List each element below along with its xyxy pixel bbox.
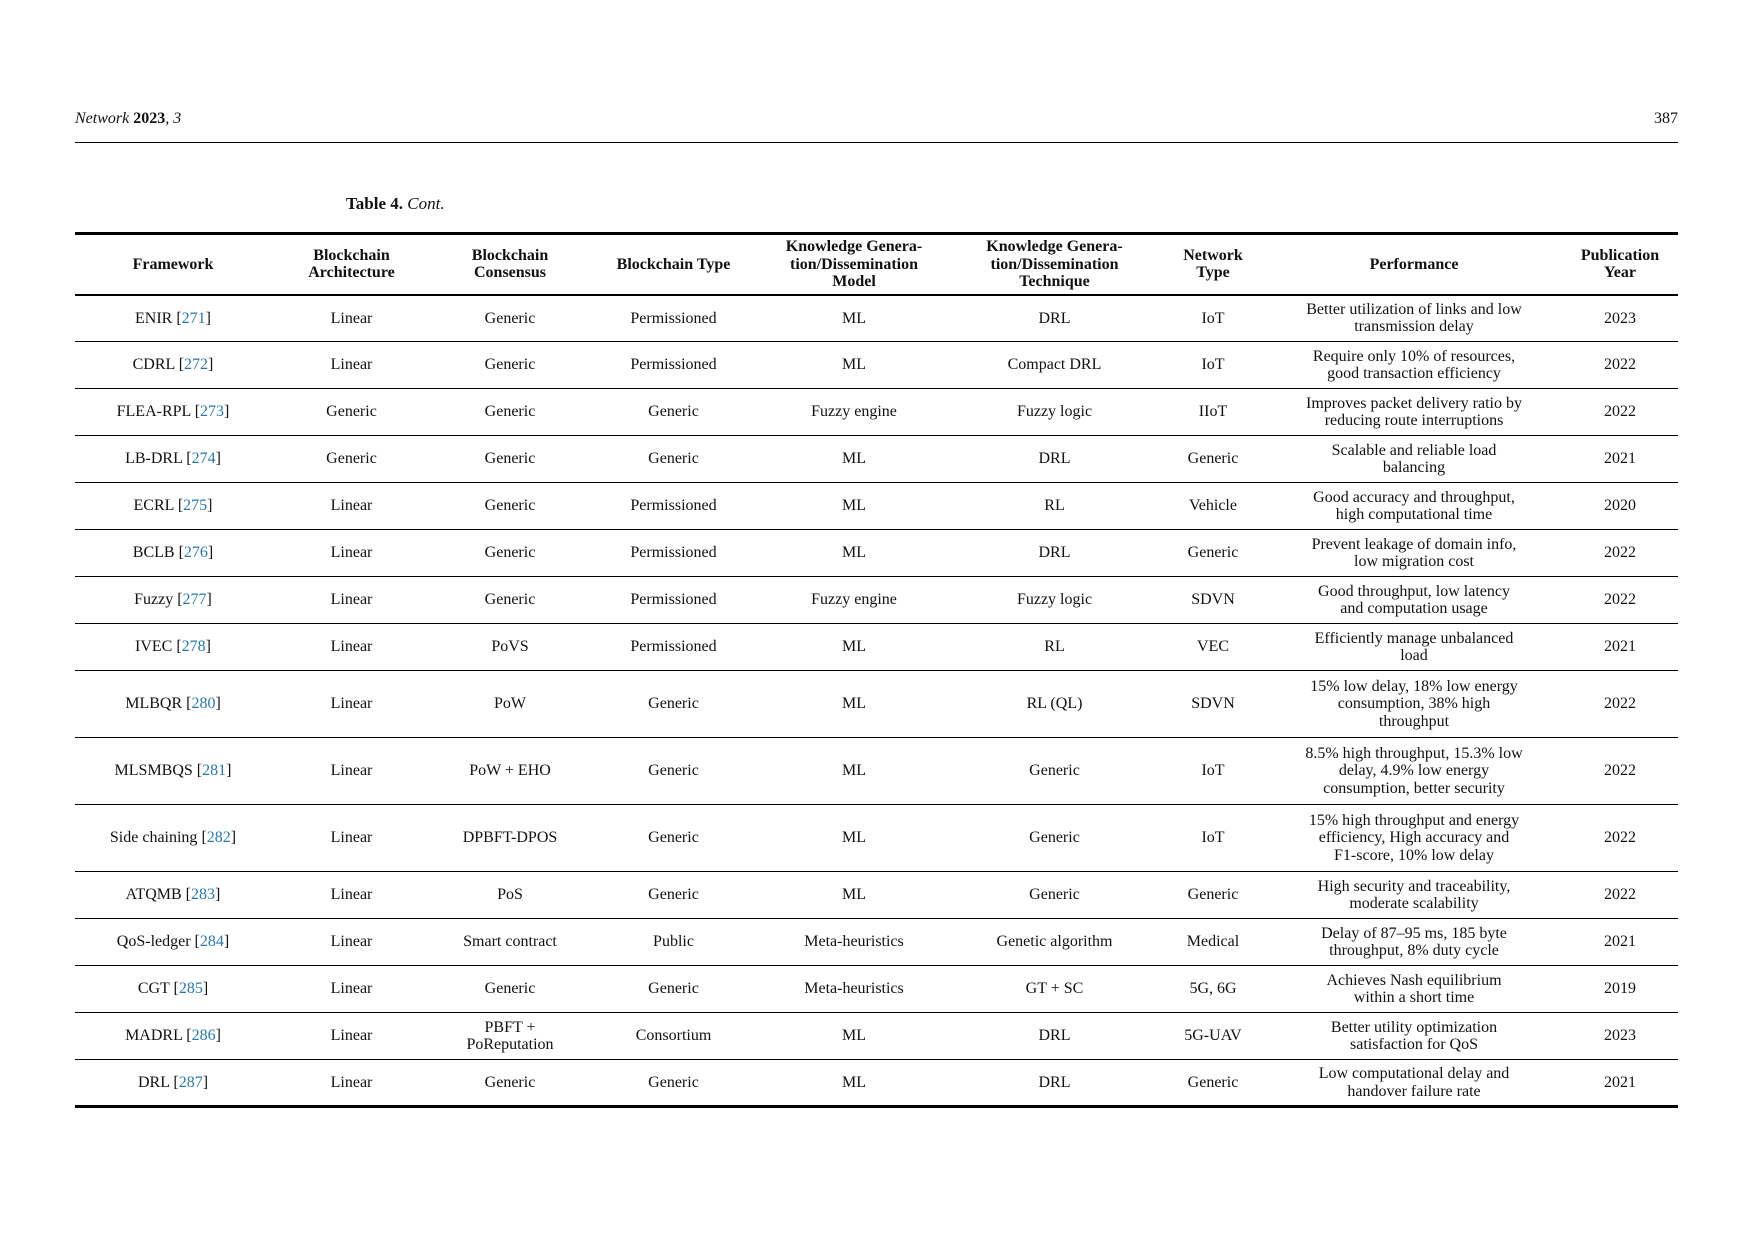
technique-cell: GT + SC: [1025, 980, 1084, 998]
network-cell: VEC: [1197, 638, 1229, 656]
architecture-cell: Linear: [330, 886, 373, 904]
year-cell: 2021: [1604, 450, 1636, 468]
network-cell: SDVN: [1191, 695, 1235, 713]
table-row: [75, 624, 1678, 671]
technique-cell: Compact DRL: [1007, 356, 1102, 374]
consensus-cell: DPBFT-DPOS: [462, 829, 558, 847]
type-cell: Public: [653, 933, 694, 951]
type-cell: Generic: [648, 450, 699, 468]
architecture-cell: Linear: [330, 544, 373, 562]
framework-name: Side chaining: [109, 829, 198, 847]
year-cell: 2020: [1604, 497, 1636, 515]
model-cell: ML: [842, 695, 866, 713]
year-cell: 2022: [1604, 695, 1636, 713]
performance-cell: Improves packet delivery ratio by reducing route interruptions: [1306, 394, 1522, 429]
column-header: Performance: [1369, 255, 1459, 273]
architecture-cell: Generic: [326, 403, 377, 421]
consensus-cell: Smart contract: [463, 933, 557, 951]
reference-link[interactable]: 275: [183, 497, 208, 515]
consensus-cell: PoS: [497, 886, 523, 904]
technique-cell: DRL: [1038, 1027, 1071, 1045]
column-header: Knowledge Genera- tion/Dissemination Model: [785, 238, 923, 290]
type-cell: Generic: [648, 1073, 699, 1091]
technique-cell: DRL: [1038, 450, 1071, 468]
year-cell: 2022: [1604, 591, 1636, 609]
table-row: [75, 805, 1678, 872]
technique-cell: Genetic algorithm: [996, 933, 1113, 951]
type-cell: Permissioned: [630, 638, 717, 656]
network-cell: IoT: [1201, 309, 1225, 327]
technique-cell: DRL: [1038, 544, 1071, 562]
model-cell: ML: [842, 544, 866, 562]
architecture-cell: Linear: [330, 762, 373, 780]
architecture-cell: Linear: [330, 638, 373, 656]
architecture-cell: Linear: [330, 1027, 373, 1045]
network-cell: 5G, 6G: [1189, 980, 1237, 998]
architecture-cell: Linear: [330, 933, 373, 951]
year-cell: 2019: [1604, 980, 1636, 998]
framework-name: FLEA-RPL: [116, 403, 191, 421]
framework-cell: CDRL [272]: [132, 356, 214, 374]
table-caption: Table 4. Cont.: [346, 194, 445, 213]
model-cell: ML: [842, 450, 866, 468]
reference-link[interactable]: 287: [178, 1073, 203, 1091]
model-cell: Fuzzy engine: [811, 403, 897, 421]
network-cell: Generic: [1187, 886, 1239, 904]
page-number: 387: [1654, 110, 1678, 127]
type-cell: Permissioned: [630, 497, 717, 515]
type-cell: Permissioned: [630, 591, 717, 609]
performance-cell: Scalable and reliable load balancing: [1331, 441, 1497, 476]
table-header-row: [75, 234, 1678, 295]
technique-cell: RL (QL): [1026, 695, 1083, 713]
framework-name: CDRL: [132, 356, 175, 374]
architecture-cell: Linear: [330, 309, 373, 327]
table-row: [75, 295, 1678, 342]
network-cell: Medical: [1186, 933, 1240, 951]
table-row: [75, 342, 1678, 389]
type-cell: Generic: [648, 829, 699, 847]
model-cell: ML: [842, 1073, 866, 1091]
network-cell: IoT: [1201, 762, 1225, 780]
framework-name: BCLB: [132, 544, 175, 562]
consensus-cell: Generic: [484, 980, 536, 998]
performance-cell: Achieves Nash equilibrium within a short time: [1326, 971, 1502, 1006]
type-cell: Permissioned: [630, 309, 717, 327]
architecture-cell: Linear: [330, 695, 373, 713]
network-cell: SDVN: [1191, 591, 1235, 609]
framework-name: QoS-ledger: [116, 933, 191, 951]
reference-link[interactable]: 280: [191, 695, 216, 713]
year-cell: 2022: [1604, 829, 1636, 847]
consensus-cell: PBFT + PoReputation: [466, 1018, 554, 1053]
framework-name: Fuzzy: [134, 591, 174, 609]
technique-cell: Generic: [1029, 829, 1080, 847]
technique-cell: RL: [1044, 638, 1065, 656]
technique-cell: Fuzzy logic: [1016, 591, 1093, 609]
model-cell: ML: [842, 309, 866, 327]
year-cell: 2022: [1604, 762, 1636, 780]
reference-link[interactable]: 277: [182, 591, 207, 609]
consensus-cell: Generic: [484, 591, 536, 609]
performance-cell: Good accuracy and throughput, high computational time: [1313, 488, 1515, 523]
column-header: Network Type: [1183, 246, 1243, 282]
framework-name: ENIR: [135, 309, 173, 327]
consensus-cell: PoVS: [491, 638, 529, 656]
column-header: Knowledge Genera- tion/Dissemination Technique: [986, 238, 1123, 290]
performance-cell: 15% low delay, 18% low energy consumption, 38% high throughput: [1310, 677, 1518, 730]
framework-name: IVEC: [135, 638, 173, 656]
performance-cell: Good throughput, low latency and computation usage: [1318, 582, 1510, 617]
architecture-cell: Linear: [330, 980, 373, 998]
performance-cell: Better utilization of links and low transmission delay: [1306, 300, 1522, 336]
model-cell: ML: [842, 762, 866, 780]
framework-cell: ENIR [271]: [135, 309, 211, 327]
model-cell: Fuzzy engine: [811, 591, 897, 609]
model-cell: ML: [842, 886, 866, 904]
reference-link[interactable]: 283: [191, 886, 215, 904]
table-row: [75, 389, 1678, 436]
table-row: [75, 919, 1678, 966]
consensus-cell: Generic: [484, 497, 536, 515]
technique-cell: DRL: [1038, 309, 1071, 327]
architecture-cell: Linear: [330, 356, 373, 374]
performance-cell: High security and traceability, moderate scalability: [1317, 877, 1511, 912]
model-cell: ML: [842, 497, 866, 515]
model-cell: Meta-heuristics: [804, 933, 904, 951]
column-header: Blockchain Consensus: [471, 246, 549, 282]
framework-cell: QoS-ledger [284]: [116, 933, 230, 951]
performance-cell: Prevent leakage of domain info, low migration cost: [1311, 535, 1517, 570]
consensus-cell: Generic: [484, 450, 536, 468]
network-cell: Generic: [1187, 450, 1239, 468]
consensus-cell: Generic: [484, 1073, 536, 1091]
type-cell: Generic: [648, 886, 699, 904]
reference-link[interactable]: 286: [191, 1027, 216, 1045]
table-row: [75, 872, 1678, 919]
year-cell: 2021: [1604, 1073, 1636, 1091]
performance-cell: 15% high throughput and energy efficiency, High accuracy and F1-score, 10% low delay: [1308, 811, 1520, 864]
year-cell: 2021: [1604, 933, 1636, 951]
type-cell: Consortium: [635, 1027, 712, 1045]
performance-cell: Better utility optimization satisfaction for QoS: [1330, 1018, 1498, 1053]
column-header: Publication Year: [1580, 246, 1660, 282]
architecture-cell: Linear: [330, 1073, 373, 1091]
framework-cell: FLEA-RPL [273]: [116, 403, 230, 421]
framework-cell: CGT [285]: [137, 980, 209, 998]
technique-cell: RL: [1044, 497, 1065, 515]
column-header: Blockchain Type: [616, 255, 731, 273]
architecture-cell: Generic: [326, 450, 377, 468]
framework-cell: ECRL [275]: [133, 497, 213, 515]
reference-link[interactable]: 271: [181, 309, 206, 327]
table-row: [75, 577, 1678, 624]
architecture-cell: Linear: [330, 591, 373, 609]
framework-cell: MLBQR [280]: [125, 695, 221, 713]
reference-link[interactable]: 285: [178, 980, 203, 998]
consensus-cell: Generic: [484, 403, 536, 421]
framework-name: ECRL: [133, 497, 174, 515]
framework-name: MLBQR: [125, 695, 183, 713]
type-cell: Permissioned: [630, 544, 717, 562]
framework-cell: MADRL [286]: [125, 1027, 221, 1045]
year-cell: 2022: [1604, 886, 1636, 904]
model-cell: Meta-heuristics: [804, 980, 904, 998]
reference-link[interactable]: 282: [206, 829, 231, 847]
network-cell: Generic: [1187, 1073, 1239, 1091]
reference-link[interactable]: 274: [191, 450, 216, 468]
framework-name: ATQMB: [125, 886, 182, 904]
framework-cell: IVEC [278]: [135, 638, 211, 656]
technique-cell: DRL: [1038, 1073, 1071, 1091]
model-cell: ML: [842, 1027, 866, 1045]
year-cell: 2021: [1604, 638, 1636, 656]
year-cell: 2022: [1604, 403, 1636, 421]
table-row: [75, 1060, 1678, 1107]
network-cell: Generic: [1187, 544, 1239, 562]
consensus-cell: PoW + EHO: [469, 762, 551, 780]
network-cell: IoT: [1201, 356, 1225, 374]
performance-cell: Delay of 87–95 ms, 185 byte throughput, 8% duty cycle: [1321, 924, 1507, 959]
year-cell: 2022: [1604, 544, 1636, 562]
consensus-cell: PoW: [494, 695, 526, 713]
table-row: [75, 671, 1678, 738]
table-row: [75, 966, 1678, 1013]
type-cell: Generic: [648, 695, 699, 713]
consensus-cell: Generic: [484, 309, 536, 327]
network-cell: 5G-UAV: [1184, 1027, 1242, 1045]
framework-cell: MLSMBQS [281]: [114, 762, 232, 780]
framework-name: DRL: [137, 1073, 170, 1091]
network-cell: Vehicle: [1189, 497, 1237, 515]
network-cell: IoT: [1201, 829, 1225, 847]
network-cell: IIoT: [1198, 403, 1228, 421]
performance-cell: Low computational delay and handover failure rate: [1318, 1065, 1510, 1100]
type-cell: Generic: [648, 403, 699, 421]
consensus-cell: Generic: [484, 356, 536, 374]
year-cell: 2022: [1604, 356, 1636, 374]
table-row: [75, 530, 1678, 577]
reference-link[interactable]: 284: [199, 933, 224, 951]
reference-link[interactable]: 276: [183, 544, 208, 562]
framework-name: LB-DRL: [125, 450, 183, 468]
journal-citation: Network 2023, 3: [75, 110, 182, 127]
model-cell: ML: [842, 829, 866, 847]
framework-name: CGT: [137, 980, 170, 998]
framework-cell: Fuzzy [277]: [134, 591, 212, 609]
model-cell: ML: [842, 356, 866, 374]
running-header: [75, 110, 1678, 143]
year-cell: 2023: [1604, 309, 1636, 327]
framework-cell: Side chaining [282]: [109, 829, 237, 847]
framework-cell: ATQMB [283]: [125, 886, 221, 904]
table-row: [75, 1013, 1678, 1060]
framework-name: MADRL: [125, 1027, 183, 1045]
model-cell: ML: [842, 638, 866, 656]
framework-name: MLSMBQS: [114, 762, 193, 780]
reference-link[interactable]: 272: [184, 356, 209, 374]
comparison-table: [75, 232, 1678, 1108]
reference-link[interactable]: 278: [181, 638, 206, 656]
column-header: Blockchain Architecture: [308, 246, 395, 282]
technique-cell: Generic: [1029, 886, 1080, 904]
performance-cell: Require only 10% of resources, good transaction efficiency: [1312, 347, 1516, 382]
type-cell: Generic: [648, 980, 699, 998]
architecture-cell: Linear: [330, 829, 373, 847]
framework-cell: BCLB [276]: [132, 544, 214, 562]
type-cell: Generic: [648, 762, 699, 780]
reference-link[interactable]: 273: [200, 403, 225, 421]
table-row: [75, 483, 1678, 530]
reference-link[interactable]: 281: [202, 762, 227, 780]
column-header: Framework: [132, 255, 214, 273]
consensus-cell: Generic: [484, 544, 536, 562]
technique-cell: Fuzzy logic: [1016, 403, 1093, 421]
technique-cell: Generic: [1029, 762, 1080, 780]
table-row: [75, 738, 1678, 805]
framework-cell: LB-DRL [274]: [125, 450, 221, 468]
performance-cell: Efficiently manage unbalanced load: [1314, 629, 1514, 664]
year-cell: 2023: [1604, 1027, 1636, 1045]
framework-cell: DRL [287]: [137, 1073, 209, 1091]
type-cell: Permissioned: [630, 356, 717, 374]
performance-cell: 8.5% high throughput, 15.3% low delay, 4.9% low energy consumption, better security: [1305, 744, 1523, 797]
architecture-cell: Linear: [330, 497, 373, 515]
table-row: [75, 436, 1678, 483]
